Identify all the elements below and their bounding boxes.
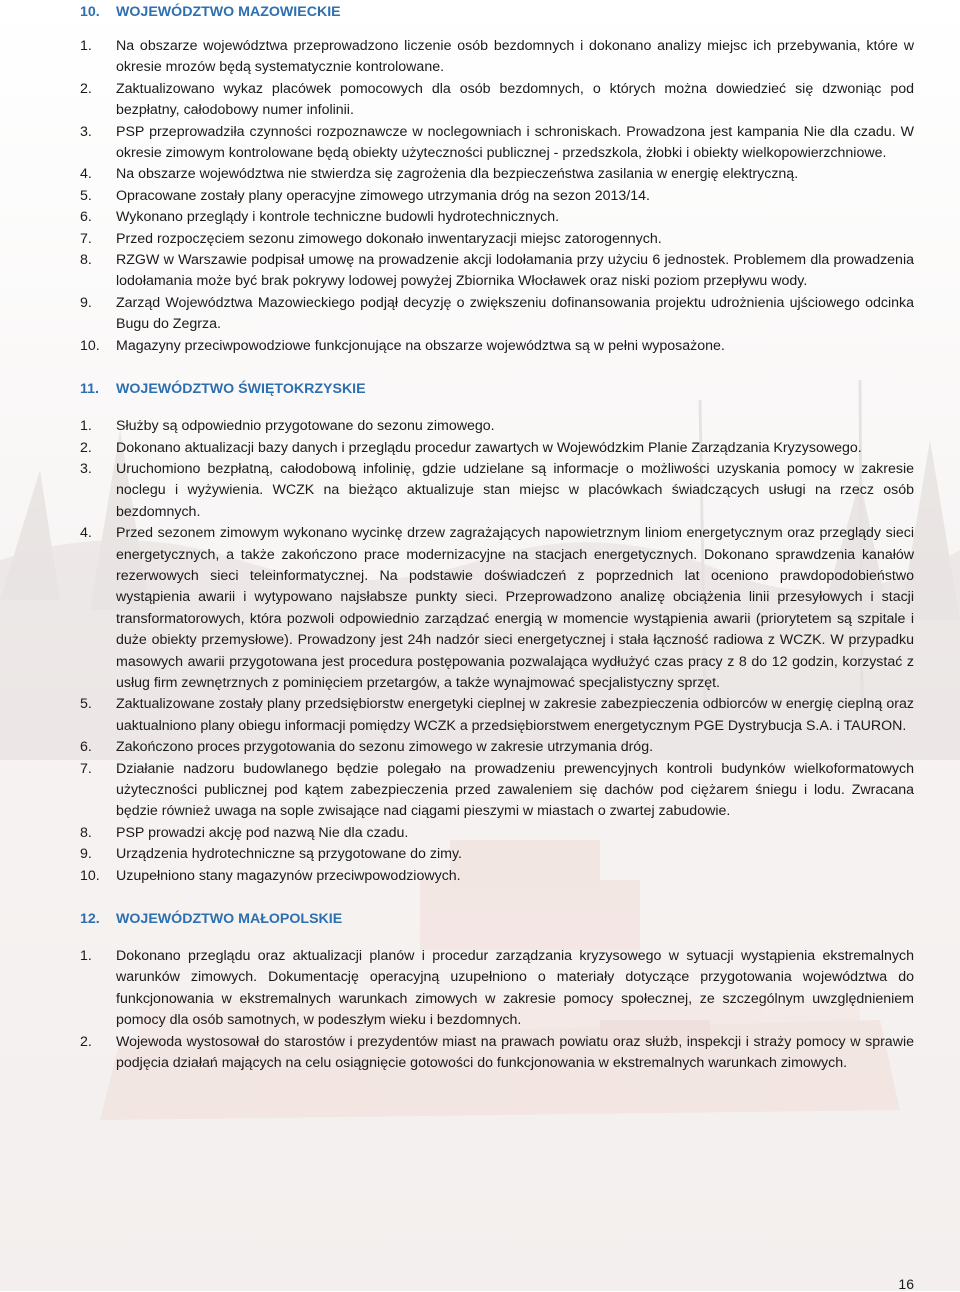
list-item (80, 759, 914, 823)
item-text: Urządzenia hydrotechniczne są przygotowane do zimy. (116, 846, 462, 863)
item-text: Przed sezonem zimowym wykonano wycinkę drzew zagrażających napowietrznym liniom energetycznym oraz przeglądy sieci energetycznych, a także zakończono prace modernizacyjne na stacjach energetycznych. Dokonano sprawdzenia kanałów rezerwowych sieci teleinformatycznej. Na podstawie doświadczeń z poprzednich lat oceniono prawdopodobieństwo wystąpienia awarii i wytypowano najsłabsze punkty sieci. Przeprowadzono analizę obciążenia linii przesyłowych i stacji transformatorowych, która pozwoli odpowiednio zarządzać energią w momencie wystąpienia awarii (priorytetem są szpitale i duże obiekty przemysłowe). Prowadzony jest 24h nadzór sieci energetycznej i stała łączność radiowa z WCZK. W przypadku masowych awarii przygotowana jest procedura postępowania pozwalająca wydłużyć czas pracy z 8 do 12 godzin, korzystać z usług firm zewnętrznych z pominięciem przetargów, a także wynajmować specjalistyczny sprzęt. (116, 525, 914, 691)
section-title: WOJEWÓDZTWO MAŁOPOLSKIE (116, 911, 343, 928)
item-number: 1. (80, 418, 92, 435)
section-heading (80, 2, 914, 23)
section-number: 10. (80, 4, 100, 20)
item-number: 4. (80, 166, 92, 183)
list-item (80, 336, 914, 357)
item-number: 2. (80, 1033, 92, 1050)
item-number: 7. (80, 230, 92, 247)
section-swietokrzyskie (80, 379, 914, 887)
item-list (80, 946, 914, 1074)
item-number: 8. (80, 824, 92, 841)
item-text: Wykonano przeglądy i kontrole techniczne budowli hydrotechnicznych. (116, 209, 560, 226)
section-title: WOJEWÓDZTWO ŚWIĘTOKRZYSKIE (116, 381, 366, 398)
item-number: 1. (80, 948, 92, 965)
item-text: Działanie nadzoru budowlanego będzie polegało na prowadzeniu prewencyjnych kontroli budynków wielkoformatowych użyteczności publicznej pod kątem zabezpieczenia przed zawaleniem się dachów pod ciężarem śniegu i lodu. Zwracana będzie również uwaga na sople zwisające nad ciągami pieszymi w miastach o zwartej zabudowie. (116, 760, 914, 820)
item-text: Służby są odpowiednio przygotowane do sezonu zimowego. (116, 418, 495, 435)
item-number: 1. (80, 38, 92, 54)
list-item (80, 844, 914, 865)
list-item (80, 229, 914, 250)
item-list (80, 416, 914, 887)
item-text: Magazyny przeciwpowodziowe funkcjonujące na obszarze województwa są w pełni wyposażone. (116, 337, 725, 354)
list-item (80, 186, 914, 207)
item-text: Uzupełniono stany magazynów przeciwpowodziowych. (116, 867, 461, 884)
item-text: Uruchomiono bezpłatną, całodobową infolinię, gdzie udzielane są informacje o możliwości uzyskania pomocy w zakresie noclegu i wyżywienia. WCZK na bieżąco aktualizuje stan miejsc w placówkach świadczących usługi na rzecz osób bezdomnych. (116, 460, 914, 520)
list-item (80, 1032, 914, 1075)
item-number: 5. (80, 696, 92, 713)
item-text: PSP przeprowadziła czynności rozpoznawcze w noclegowniach i schroniskach. Prowadzona jest kampania Nie dla czadu. W okresie zimowym kontrolowane będą obiekty użyteczności publicznej - przedszkola, żłobki i obiekty wielkopowierzchniowe. (116, 123, 914, 162)
item-text: Dokonano aktualizacji bazy danych i przeglądu procedur zawartych w Wojewódzkim Planie Zarządzania Kryzysowego. (116, 439, 862, 456)
item-number: 8. (80, 252, 92, 269)
list-item (80, 164, 914, 185)
list-item (80, 250, 914, 293)
list-item (80, 694, 914, 737)
section-number: 12. (80, 911, 100, 928)
item-number: 10. (80, 337, 100, 354)
item-number: 7. (80, 760, 92, 777)
item-number: 6. (80, 209, 92, 226)
item-number: 4. (80, 525, 92, 542)
list-item (80, 523, 914, 694)
list-item (80, 36, 914, 79)
section-title: WOJEWÓDZTWO MAZOWIECKIE (116, 4, 341, 20)
list-item (80, 79, 914, 122)
section-number: 11. (80, 381, 99, 398)
list-item (80, 293, 914, 336)
item-number: 3. (80, 460, 92, 477)
item-text: Zakończono proces przygotowania do sezonu zimowego w zakresie utrzymania dróg. (116, 739, 654, 756)
section-heading (80, 379, 914, 400)
item-text: Na obszarze województwa przeprowadzono liczenie osób bezdomnych i dokonano analizy miejsc ich przebywania, które w okresie mrozów będą systematycznie kontrolowane. (116, 38, 914, 76)
item-text: Na obszarze województwa nie stwierdza się zagrożenia dla bezpieczeństwa zasilania w energię elektryczną. (116, 166, 799, 183)
item-text: PSP prowadzi akcję pod nazwą Nie dla czadu. (116, 824, 409, 841)
section-mazowieckie (80, 2, 914, 357)
item-number: 9. (80, 846, 92, 863)
item-text: Opracowane zostały plany operacyjne zimowego utrzymania dróg na sezon 2013/14. (116, 187, 650, 204)
item-text: Zaktualizowano wykaz placówek pomocowych dla osób bezdomnych, o których można dowiedzieć się dzwoniąc pod bezpłatny, całodobowy numer infolinii. (116, 80, 914, 119)
list-item (80, 416, 914, 437)
list-item (80, 122, 914, 165)
section-heading (80, 909, 914, 930)
item-text: Zarząd Województwa Mazowieckiego podjął decyzję o zwiększeniu dofinansowania projektu udrożnienia ujściowego odcinka Bugu do Zegrza. (116, 294, 914, 333)
item-text: Zaktualizowane zostały plany przedsiębiorstw energetyki cieplnej w zakresie zabezpieczenia odbiorców w energię cieplną oraz uaktualniono plany obiegu informacji pomiędzy WCZK a przedsiębiorstwem energetycznym PGE Dystrybucja S.A. i TAURON. (116, 696, 914, 734)
document-page (80, 0, 914, 1074)
item-number: 3. (80, 123, 92, 140)
list-item (80, 737, 914, 758)
list-item (80, 438, 914, 459)
item-text: Wojewoda wystosował do starostów i prezydentów miast na prawach powiatu oraz służb, inspekcji i straży pomocy w sprawie podjęcia działań mających na celu osiągnięcie gotowości do funkcjonowania w ekstremalnych warunkach zimowych. (116, 1033, 914, 1072)
list-item (80, 207, 914, 228)
page-number: 16 (898, 1276, 914, 1292)
item-number: 6. (80, 739, 92, 756)
item-number: 5. (80, 187, 92, 204)
item-text: Przed rozpoczęciem sezonu zimowego dokonało inwentaryzacji miejsc zatorogennych. (116, 230, 662, 247)
item-number: 10. (80, 867, 100, 884)
item-number: 9. (80, 294, 92, 311)
item-text: Dokonano przeglądu oraz aktualizacji planów i procedur zarządzania kryzysowego w sytuacji wystąpienia ekstremalnych warunków zimowych. Dokumentację operacyjną uzupełniono o materiały dotyczące przygotowania województwa do funkcjonowania w ekstremalnych warunkach zimowych w zakresie pomocy społecznej, ze szczególnym uwzględnieniem pomocy dla osób samotnych, w podeszłym wieku i bezdomnych. (116, 948, 914, 1029)
section-malopolskie (80, 909, 914, 1074)
list-item (80, 823, 914, 844)
list-item (80, 459, 914, 523)
item-list (80, 36, 914, 357)
list-item (80, 866, 914, 887)
list-item (80, 946, 914, 1032)
item-number: 2. (80, 439, 92, 456)
item-text: RZGW w Warszawie podpisał umowę na prowadzenie akcji lodołamania przy użyciu 6 jednostek. Problemem dla prowadzenia lodołamania może być brak pokrywy lodowej powyżej Zbiornika Włocławek oraz niski poziom przepływu wody. (116, 252, 914, 290)
item-number: 2. (80, 80, 92, 97)
